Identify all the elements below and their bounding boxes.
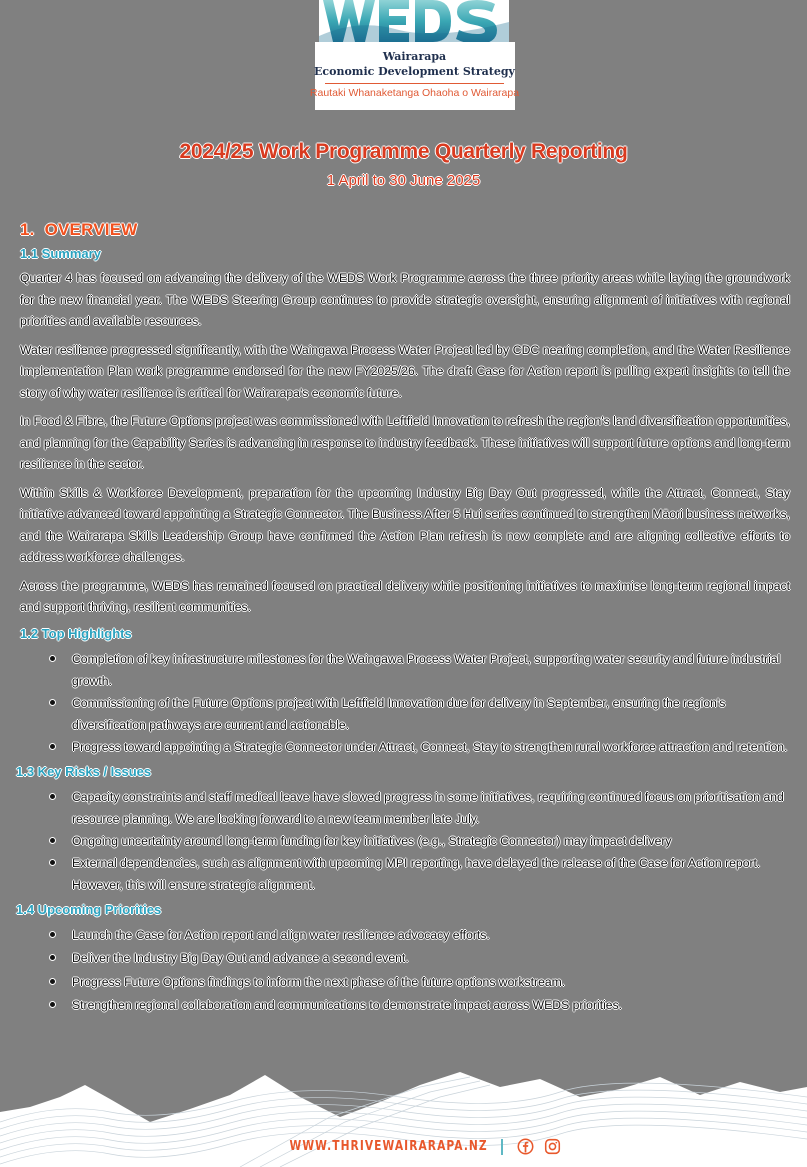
- summary-paragraph: Quarter 4 has focused on advancing the delivery of the WEDS Work Programme across the three priority areas while laying the groundwork for the new financial year. The WEDS Steering Group continues to provide strategic oversight, ensuring alignment of initiatives with regional priorities and available resources.: [20, 271, 790, 328]
- overview-section: [16, 220, 790, 1024]
- risks-heading: 1.3 Key Risks / Issues: [16, 763, 152, 779]
- website-link[interactable]: WWW.THRIVEWAIRARAPA.NZ: [289, 1139, 488, 1154]
- logo-maori-tagline: Rautaki Whanaketanga Ohaoha o Wairarapa: [309, 87, 520, 99]
- list-item: Deliver the Industry Big Day Out and advance a second event.: [50, 947, 790, 971]
- report-period: 1 April to 30 June 2025: [326, 172, 481, 189]
- list-item: Launch the Case for Action report and align water resilience advocacy efforts.: [50, 924, 790, 948]
- section-title: OVERVIEW: [44, 220, 138, 239]
- section-heading: [20, 220, 790, 240]
- list-item: Progress toward appointing a Strategic Connector under Attract, Connect, Stay to strengthen rural workforce attraction and retention.: [50, 736, 790, 758]
- list-item: Ongoing uncertainty around long-term funding for key initiatives (e.g., Strategic Connector) may impact delivery: [50, 830, 790, 852]
- section-number: 1.: [20, 220, 35, 239]
- logo-divider: [325, 83, 504, 84]
- weds-wordmark: [319, 0, 509, 44]
- facebook-icon[interactable]: [517, 1138, 534, 1155]
- priorities-heading: 1.4 Upcoming Priorities: [16, 901, 162, 917]
- list-item: Strengthen regional collaboration and communications to demonstrate impact across WEDS priorities.: [50, 994, 790, 1018]
- report-title: 2024/25 Work Programme Quarterly Reporting: [179, 140, 628, 163]
- summary-paragraph: In Food & Fibre, the Future Options project was commissioned with Leftfield Innovation to refresh the region's land diversification opportunities, and planning for the Capability Series is advancing in response to industry feedback. These initiatives will support future options and long-term resilience in the sector.: [20, 414, 790, 471]
- list-item: Capacity constraints and staff medical leave have slowed progress in some initiatives, requiring continued focus on prioritisation and resource planning. We are looking forward to a new team member late July.: [50, 786, 790, 830]
- footer: [0, 1138, 807, 1155]
- list-item: Commissioning of the Future Options project with Leftfield Innovation due for delivery in September, ensuring the region's diversification pathways are current and actionable.: [50, 692, 790, 736]
- summary-paragraph: Across the programme, WEDS has remained focused on practical delivery while positioning initiatives to maximise long-term regional impact and support thriving, resilient communities.: [20, 578, 790, 614]
- highlights-heading: 1.2 Top Highlights: [20, 625, 132, 641]
- summary-paragraph: Water resilience progressed significantly, with the Waingawa Process Water Project led by CDC nearing completion, and the Water Resilience Implementation Plan work programme endorsed for the new FY2025/26. The draft Case for Action report is pulling expert insights to tell the story of why water resilience is critical for Wairarapa's economic future.: [20, 342, 790, 400]
- logo-region: Wairarapa: [382, 50, 447, 63]
- list-item: External dependencies, such as alignment with upcoming MPI reporting, have delayed the release of the Case for Action report. However, this will ensure strategic alignment.: [50, 852, 790, 896]
- list-item: Progress Future Options findings to inform the next phase of the future options workstream.: [50, 971, 790, 995]
- highlights-list: [50, 648, 790, 758]
- summary-paragraph: Within Skills & Workforce Development, preparation for the upcoming Industry Big Day Out progressed, while the Attract, Connect, Stay initiative advanced toward appointing a Strategic Connector. The Business After 5 Hui series continued to strengthen Māori business networks, and the Wairarapa Skills Leadership Group have confirmed the Action Plan refresh is now complete and are aligning collective efforts to address workforce challenges.: [20, 485, 790, 564]
- risks-list: [50, 786, 790, 896]
- logo-strategy: Economic Development Strategy: [314, 65, 515, 78]
- weds-wordmark-graphic: [319, 0, 509, 44]
- summary-heading: 1.1 Summary: [20, 246, 101, 261]
- priorities-list: [50, 924, 790, 1018]
- list-item: Completion of key infrastructure milestones for the Waingawa Process Water Project, supporting water security and future industrial growth.: [50, 648, 790, 692]
- instagram-icon[interactable]: [544, 1138, 561, 1155]
- weds-logo: [297, 0, 532, 112]
- footer-divider: [501, 1139, 503, 1155]
